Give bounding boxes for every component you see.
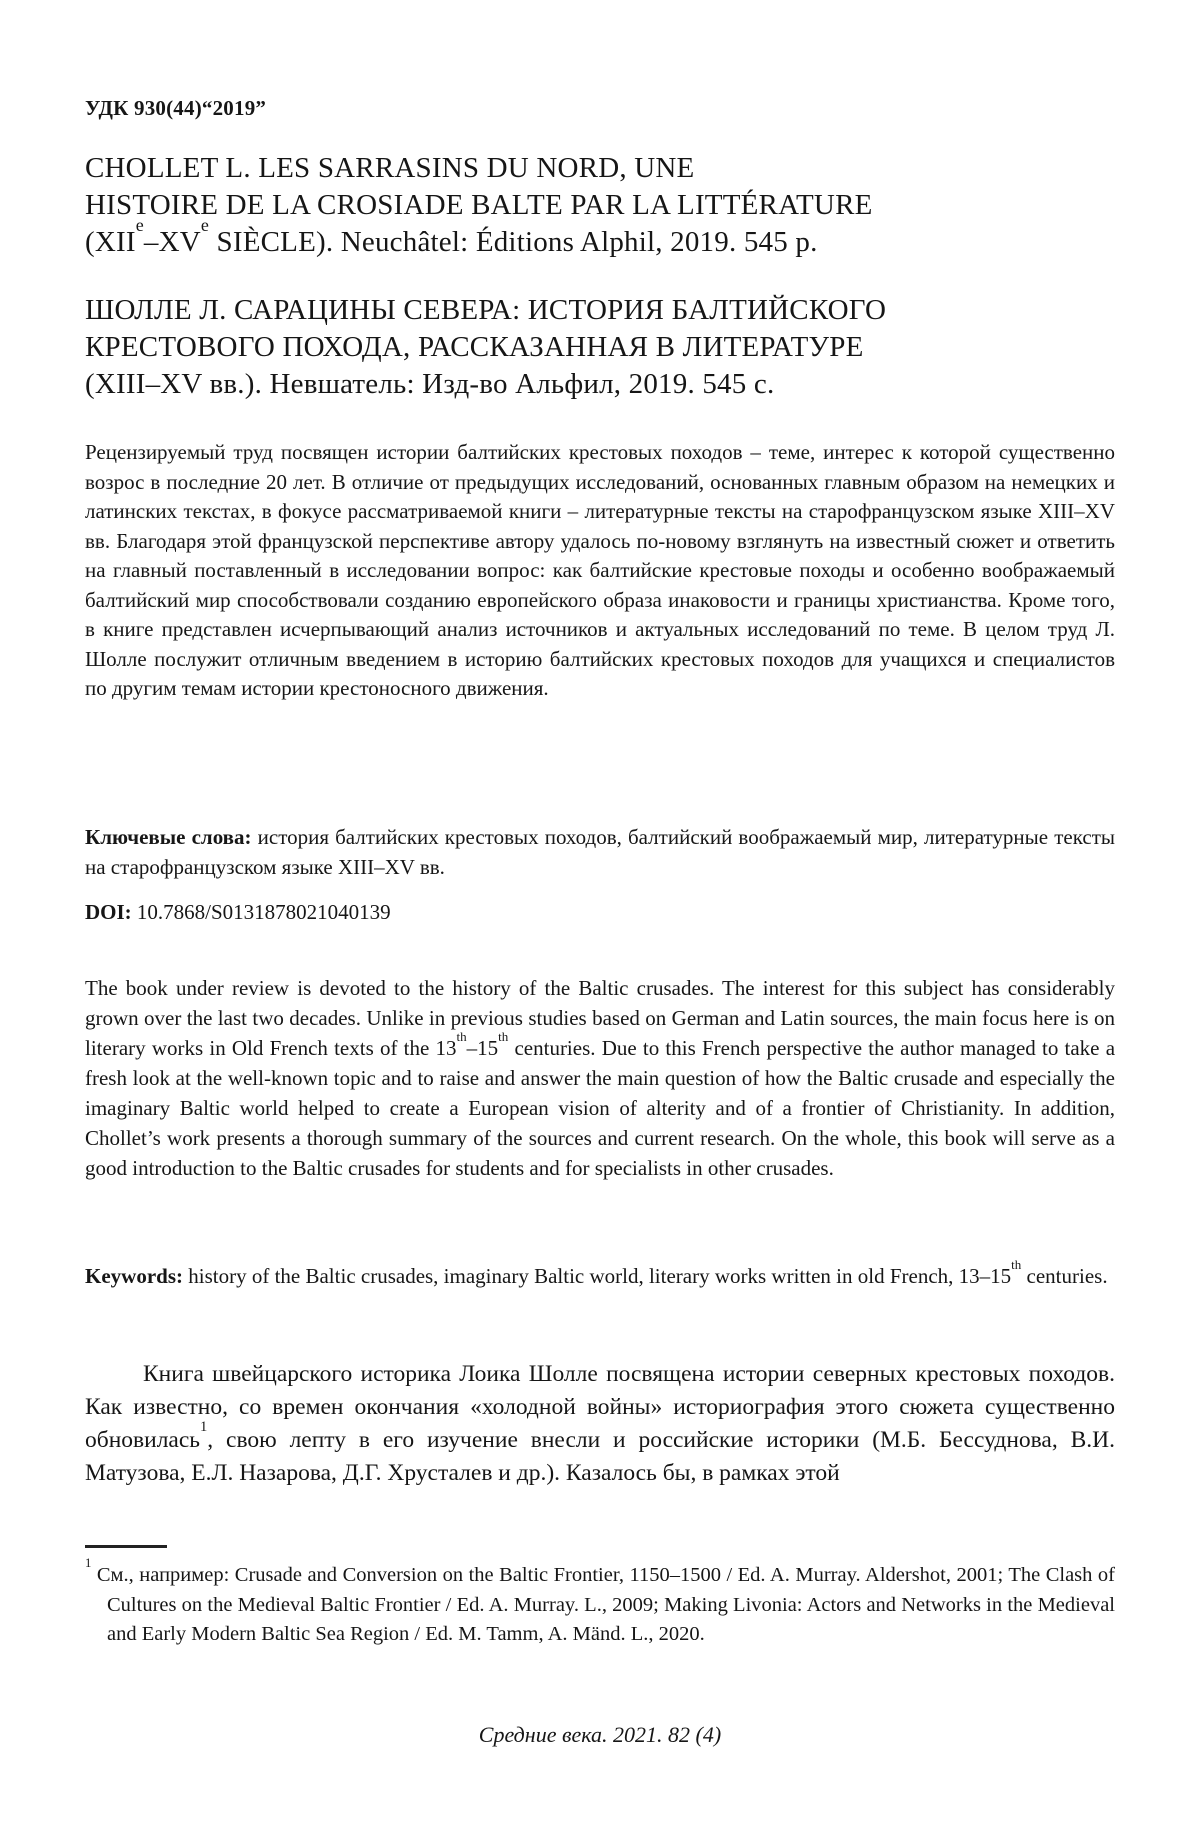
doi-line (85, 900, 1115, 925)
title-french (85, 150, 1115, 261)
keywords-english-text: history of the Baltic crusades, imaginary Baltic world, literary works written in old French, 13–15th centuries. (183, 1256, 1108, 1288)
title-russian-line3: (XIII–XV вв.). Невшатель: Изд-во Альфил, 2019. 545 с. (85, 368, 775, 400)
footnote: $^1$ См., например: Crusade and Conversion on the Baltic Frontier, 1150–1500 / Ed. A. Murray. Aldershot, 2001; The Clash of Cultures on the Medieval Baltic Frontier / Ed. A. Murray. L., 2009; Making Livonia: Actors and Networks in the Medieval and Early Modern Baltic Sea Region / Ed. M. Tamm, A. Mänd. L., 2020. (85, 1555, 1115, 1645)
footnote-separator (85, 1545, 167, 1548)
keywords-russian (85, 822, 1115, 882)
doi-value: 10.7868/S0131878021040139 (131, 900, 391, 924)
abstract-english: The book under review is devoted to the history of the Baltic crusades. The interest for this subject has considerably grown over the last two decades. Unlike in previous studies based on German and Latin sources, the main focus here is on literary works in Old French texts of the 13th–15th centuries. Due to this French perspective the author managed to take a fresh look at the well-known topic and to raise and answer the main question of how the Baltic crusade and especially the imaginary Baltic world helped to create a European vision of alterity and of a frontier of Christianity. In addition, Chollet’s work presents a thorough summary of the sources and current research. On the whole, this book will serve as a good introduction to the Baltic crusades for students and for specialists in other crusades. (85, 976, 1116, 1180)
body-paragraph: Книга швейцарского историка Лоика Шолле посвящена истории северных крестовых походов. Как известно, со времен окончания «холодной войны» историография этого сюжета существенно обновилась$^1$, свою лепту в его изучение внесли и российские историки (М.Б. Бессуднова, В.И. Матузова, Е.Л. Назарова, Д.Г. Хрусталев и др.). Казалось бы, в рамках этой (85, 1361, 1115, 1486)
journal-footer: Средние века. 2021. 82 (4) (478, 1722, 722, 1747)
keywords-russian-label: Ключевые слова: (85, 825, 252, 849)
abstract-russian: Рецензируемый труд посвящен истории балтийских крестовых походов – теме, интерес к которой существенно возрос в последние 20 лет. В отличие от предыдущих исследований, основанных главным образом на немецких и латинских текстах, в фокусе рассматриваемой книги – литературные тексты на старофранцузском языке XIII–XV вв. Благодаря этой французской перспективе автору удалось по-новому взглянуть на известный сюжет и ответить на главный поставленный в исследовании вопрос: как балтийские крестовые походы и особенно воображаемый балтийский мир способствовали созданию европейского образа инаковости и границы христианства. Кроме того, в книге представлен исчерпывающий анализ источников и актуальных исследований по теме. В целом труд Л. Шолле послужит отличным введением в историю балтийских крестовых походов для учащихся и специалистов по другим темам истории крестоносного движения. (85, 440, 1115, 700)
title-russian-line1: ШОЛЛЕ Л. САРАЦИНЫ СЕВЕРА: ИСТОРИЯ БАЛТИЙСКОГО (85, 294, 887, 326)
title-russian (85, 292, 1115, 403)
title-french-line3: (XIIe–XVe SIÈCLE). Neuchâtel: Éditions Alphil, 2019. 545 p. (85, 215, 818, 258)
keywords-english (85, 1256, 1115, 1291)
keywords-russian-text: история балтийских крестовых походов, балтийский воображаемый мир, литературные тексты на старофранцузском языке XIII–XV вв. (85, 825, 1115, 879)
title-french-line2: HISTOIRE DE LA CROSIADE BALTE PAR LA LITTÉRATURE (85, 189, 873, 221)
keywords-english-label: Keywords: (85, 1264, 183, 1288)
title-french-line1: CHOLLET L. LES SARRASINS DU NORD, UNE (85, 152, 695, 184)
udc-code: УДК 930(44)“2019” (85, 96, 267, 120)
title-russian-line2: КРЕСТОВОГО ПОХОДА, РАССКАЗАННАЯ В ЛИТЕРАТУРЕ (85, 331, 864, 363)
doi-label: DOI: (85, 900, 132, 924)
